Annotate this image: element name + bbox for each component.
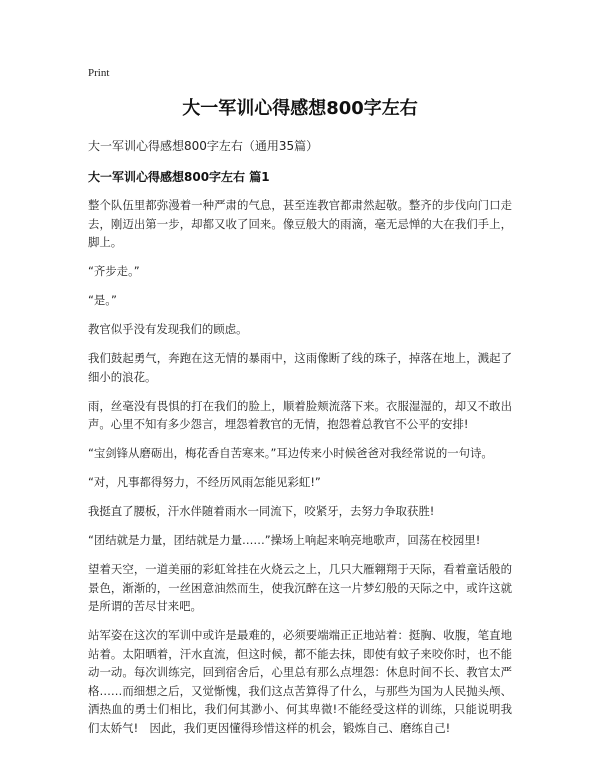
page-title: 大一军训心得感想800字左右 — [182, 98, 418, 119]
page-subtitle: 大一军训心得感想800字左右（通用35篇） — [88, 139, 319, 153]
print-label[interactable]: Print — [88, 67, 110, 79]
paragraph-11: 望着天空，一道美丽的彩虹耸挂在火烧云之上，几只大雁翱翔于天际，看着童话般的景色，渐渐的，一丝困意油然而生，使我沉醉在这一片梦幻般的天际之中，或许这就是所谓的苦尽甘来吧。 — [88, 562, 512, 613]
paragraph-8: “对，凡事都得努力，不经历风雨怎能见彩虹!” — [88, 475, 321, 489]
section-heading: 大一军训心得感想800字左右 篇1 — [88, 170, 270, 184]
paragraph-2: “齐步走。” — [88, 264, 140, 278]
paragraph-1: 整个队伍里都弥漫着一种严肃的气息，甚至连教官都肃然起敬。整齐的步伐向门口走去，刚迈出第一步，却都又收了回来。像豆般大的雨滴，毫无忌惮的大在我们手上，脚上。 — [88, 198, 512, 249]
paragraph-4: 教官似乎没有发现我们的顾虑。 — [88, 322, 248, 336]
paragraph-5: 我们鼓起勇气，奔跑在这无情的暴雨中，这雨像断了线的珠子，掉落在地上，溅起了细小的浪花。 — [88, 351, 512, 384]
paragraph-6: 雨，丝毫没有畏惧的打在我们的脸上，顺着脸颊流落下来。衣服湿湿的，却又不敢出声。心里不知有多少怨言，埋怨着教官的无情，抱怨着总教官不公平的安排! — [88, 398, 512, 431]
paragraph-12: 站军姿在这次的军训中或许是最难的，必须要端端正正地站着：挺胸、收腹，笔直地站着。太阳晒着，汗水直流，但这时候，都不能去抹，即使有蚊子来咬你时，也不能动一动。每次训练完，回到宿舍后，心里总有那么点埋怨：休息时间不长、教官太严格……而细想之后，又觉惭愧，我们这点苦算得了什么，与那些为国为人民抛头颅、洒热血的勇士们相比，我们何其渺小、何其卑微!不能经受这样的训练，只能说明我们太娇气! 因此，我们更因懂得珍惜这样的机会，锻炼自己、磨练自己! — [88, 628, 512, 735]
paragraph-3: “是。” — [88, 293, 117, 307]
paragraph-9: 我挺直了腰板，汗水伴随着雨水一同流下，咬紧牙，去努力争取获胜! — [88, 504, 435, 518]
paragraph-7: “宝剑锋从磨砺出，梅花香自苦寒来。”耳边传来小时候爸爸对我经常说的一句诗。 — [88, 446, 493, 460]
paragraph-10: “团结就是力量，团结就是力量……”操场上响起来响亮地歌声，回荡在校园里! — [88, 533, 481, 547]
